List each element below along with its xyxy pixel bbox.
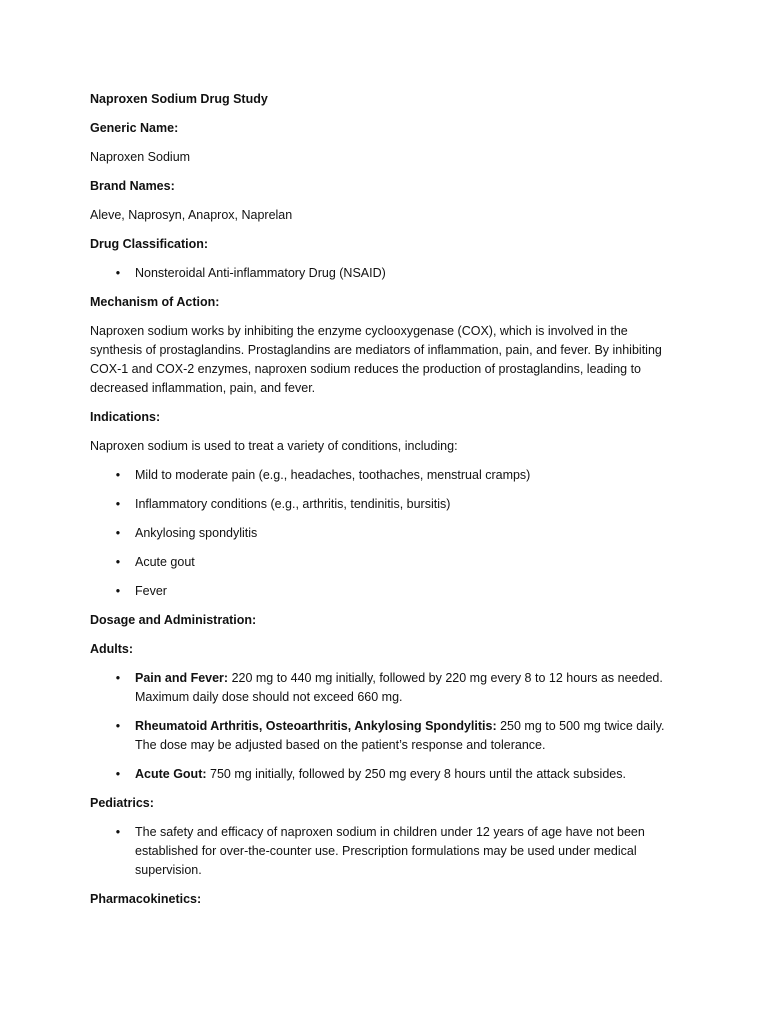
drug-classification-heading: Drug Classification: xyxy=(90,237,209,251)
list-item-text: Nonsteroidal Anti-inflammatory Drug (NSAID) xyxy=(135,266,386,280)
adults-dosage-list xyxy=(90,669,680,784)
bullet-icon: • xyxy=(115,825,121,839)
bullet-icon: • xyxy=(115,526,121,540)
dosage-term: Acute Gout: xyxy=(135,767,207,781)
mechanism-text: Naproxen sodium works by inhibiting the enzyme cyclooxygenase (COX), which is involved in the synthesis of prostaglandins. Prostaglandins are mediators of inflammation, pain, and fever. By inhibiting COX-1 and COX-2 enzymes, naproxen sodium reduces the production of prostaglandins, leading to decreased inflammation, pain, and fever. xyxy=(90,324,662,395)
indications-heading: Indications: xyxy=(90,410,161,424)
generic-name-value: Naproxen Sodium xyxy=(90,150,191,164)
document-page xyxy=(90,90,680,919)
dosage-text: 750 mg initially, followed by 250 mg every 8 hours until the attack subsides. xyxy=(206,767,626,781)
brand-names-value: Aleve, Naprosyn, Anaprox, Naprelan xyxy=(90,208,293,222)
dosage-text: 220 mg to 440 mg initially, followed by 220 mg every 8 to 12 hours as needed. Maximum daily dose should not exceed 660 mg. xyxy=(135,671,663,704)
list-item xyxy=(90,524,680,543)
list-item xyxy=(90,495,680,514)
mechanism-heading: Mechanism of Action: xyxy=(90,295,220,309)
bullet-icon: • xyxy=(115,719,121,733)
list-item xyxy=(90,582,680,601)
list-item xyxy=(90,765,680,784)
list-item-text: The safety and efficacy of naproxen sodium in children under 12 years of age have not been established for over-the-counter use. Prescription formulations may be used under medical supervision. xyxy=(135,825,645,877)
bullet-icon: • xyxy=(115,671,121,685)
drug-classification-list xyxy=(90,264,680,283)
list-item xyxy=(90,466,680,485)
generic-name-heading: Generic Name: xyxy=(90,121,179,135)
pediatrics-heading: Pediatrics: xyxy=(90,796,154,810)
pharmacokinetics-heading: Pharmacokinetics: xyxy=(90,892,202,906)
list-item-text: Fever xyxy=(135,584,167,598)
bullet-icon: • xyxy=(115,555,121,569)
indications-list xyxy=(90,466,680,601)
dosage-text: 250 mg to 500 mg twice daily. The dose may be adjusted based on the patient’s response and tolerance. xyxy=(135,719,665,752)
dosage-heading: Dosage and Administration: xyxy=(90,613,257,627)
bullet-icon: • xyxy=(115,266,121,280)
bullet-icon: • xyxy=(115,767,121,781)
document-title: Naproxen Sodium Drug Study xyxy=(90,92,268,106)
list-item-text: Mild to moderate pain (e.g., headaches, toothaches, menstrual cramps) xyxy=(135,468,531,482)
list-item-text: Inflammatory conditions (e.g., arthritis, tendinitis, bursitis) xyxy=(135,497,451,511)
list-item xyxy=(90,264,680,283)
list-item-text: Ankylosing spondylitis xyxy=(135,526,258,540)
list-item xyxy=(90,669,680,707)
dosage-term: Rheumatoid Arthritis, Osteoarthritis, Ankylosing Spondylitis: xyxy=(135,719,497,733)
brand-names-heading: Brand Names: xyxy=(90,179,175,193)
bullet-icon: • xyxy=(115,468,121,482)
adults-heading: Adults: xyxy=(90,642,134,656)
indications-intro: Naproxen sodium is used to treat a variety of conditions, including: xyxy=(90,439,458,453)
list-item xyxy=(90,717,680,755)
dosage-term: Pain and Fever: xyxy=(135,671,229,685)
list-item xyxy=(90,553,680,572)
pediatrics-list xyxy=(90,823,680,880)
list-item xyxy=(90,823,680,880)
bullet-icon: • xyxy=(115,497,121,511)
bullet-icon: • xyxy=(115,584,121,598)
list-item-text: Acute gout xyxy=(135,555,195,569)
